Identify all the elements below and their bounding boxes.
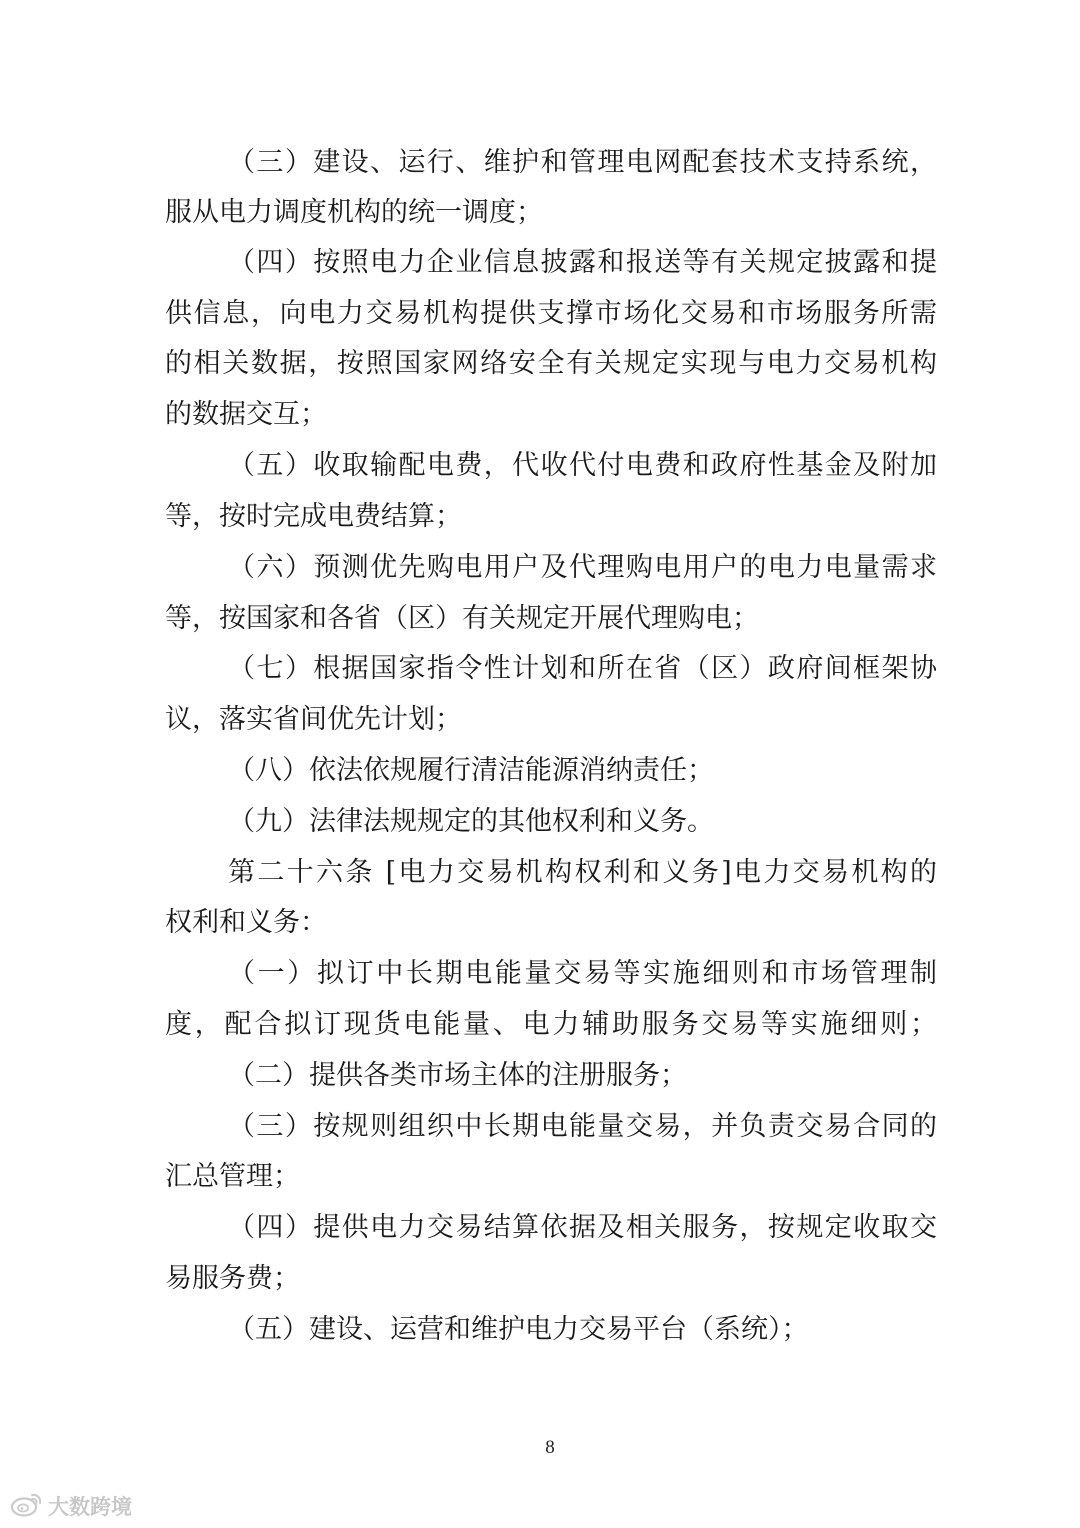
watermark-text: 大数跨境 [48,1495,132,1519]
page-number: 8 [545,1437,555,1458]
paragraph-line: 的相关数据，按照国家网络安全有关规定实现与电力交易机构 [165,348,937,379]
weibo-logo-icon [10,1490,44,1522]
watermark [10,1490,132,1522]
paragraph-line: （一）拟订中长期电能量交易等实施细则和市场管理制 [228,958,937,989]
paragraph-line: （三）建设、运行、维护和管理电网配套技术支持系统， [228,147,937,178]
paragraph-line: 议，落实省间优先计划； [165,704,462,735]
paragraph-line: （五）收取输配电费，代收代付电费和政府性基金及附加 [228,450,937,481]
paragraph-line: （六）预测优先购电用户及代理购电用户的电力电量需求 [228,552,937,583]
paragraph-line: 度，配合拟订现货电能量、电力辅助服务交易等实施细则； [165,1009,937,1040]
paragraph-line: 的数据交互； [165,399,327,430]
paragraph-line: 等，按时完成电费结算； [165,501,462,532]
paragraph-line: （三）按规则组织中长期电能量交易，并负责交易合同的 [228,1111,937,1142]
paragraph-line: （九）法律法规规定的其他权利和义务。 [228,806,714,837]
paragraph-line: 等，按国家和各省（区）有关规定开展代理购电； [165,603,759,634]
paragraph-line: 汇总管理； [165,1161,300,1192]
paragraph-line: 服从电力调度机构的统一调度； [165,197,543,228]
article-heading-line: 第二十六条 [电力交易机构权利和义务]电力交易机构的 [228,857,937,888]
paragraph-line: （四）提供电力交易结算依据及相关服务，按规定收取交 [228,1212,937,1243]
paragraph-line: （二）提供各类市场主体的注册服务； [228,1060,687,1091]
paragraph-line: （五）建设、运营和维护电力交易平台（系统）； [228,1314,809,1345]
paragraph-line: 供信息，向电力交易机构提供支撑市场化交易和市场服务所需 [165,298,937,329]
paragraph-line: 权利和义务： [165,907,327,938]
paragraph-line: （四）按照电力企业信息披露和报送等有关规定披露和提 [228,247,937,278]
paragraph-line: 易服务费； [165,1263,300,1294]
paragraph-line: （七）根据国家指令性计划和所在省（区）政府间框架协 [228,653,937,684]
paragraph-line: （八）依法依规履行清洁能源消纳责任； [228,755,714,786]
